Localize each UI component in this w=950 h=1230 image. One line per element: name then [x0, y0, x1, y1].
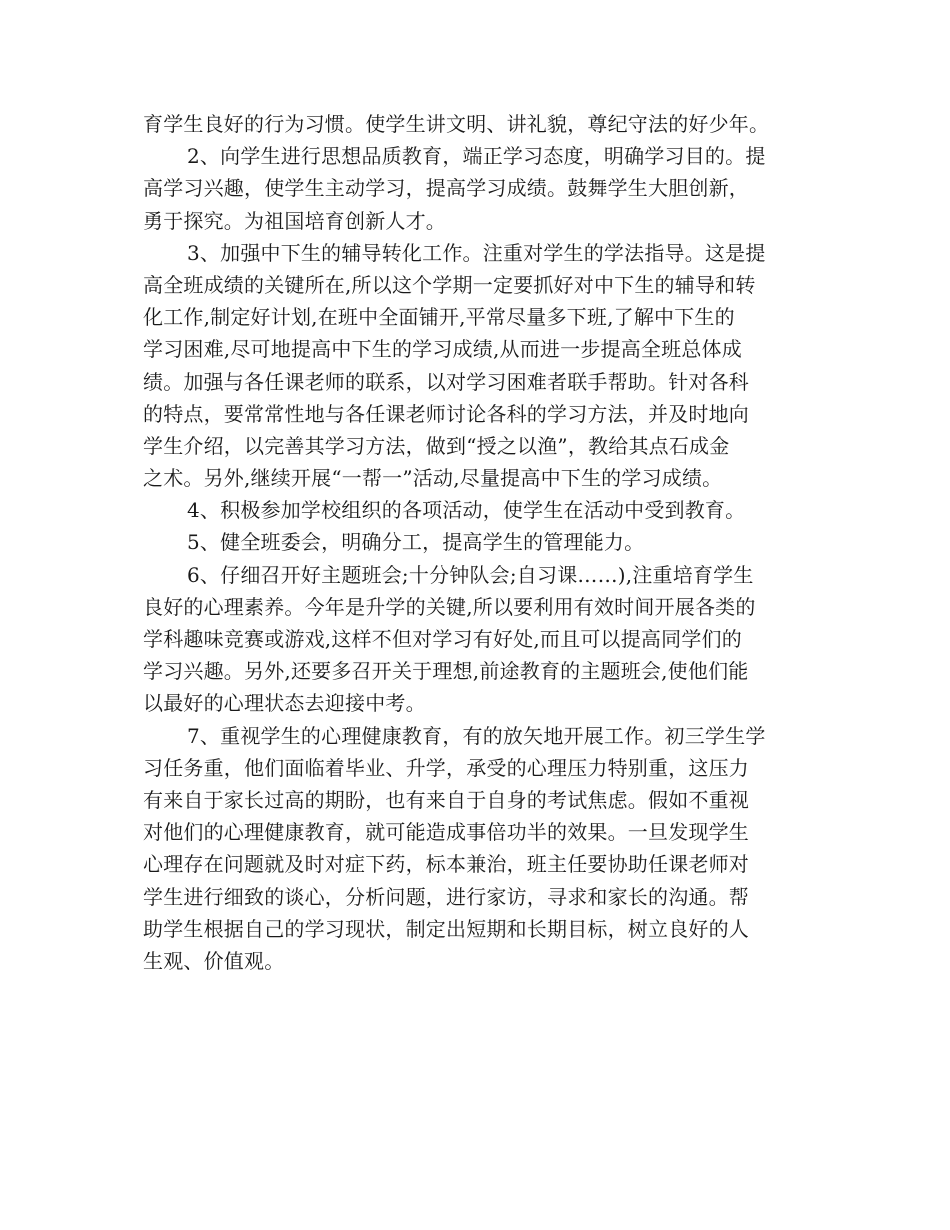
text-line: 以最好的心理状态去迎接中考。 [143, 691, 426, 716]
text-line: 心理存在问题就及时对症下药，标本兼治，班主任要协助任课老师对 [143, 852, 749, 877]
text-line: 习任务重，他们面临着毕业、升学，承受的心理压力特别重，这压力 [143, 755, 749, 780]
text-line: 学生介绍，以完善其学习方法，做到“授之以渔”，教给其点石成金 [143, 433, 730, 458]
text-line: 高全班成绩的关键所在,所以这个学期一定要抓好对中下生的辅导和转 [143, 272, 756, 297]
text-line: 良好的心理素养。今年是升学的关键,所以要利用有效时间开展各类的 [143, 594, 756, 619]
text-line: 学生进行细致的谈心，分析问题，进行家访，寻求和家长的沟通。帮 [143, 884, 749, 909]
text-line: 勇于探究。为祖国培育创新人才。 [143, 208, 446, 233]
text-line: 的特点，要常常性地与各任课老师讨论各科的学习方法，并及时地向 [143, 401, 749, 426]
text-line: 高学习兴趣，使学生主动学习，提高学习成绩。鼓舞学生大胆创新， [143, 176, 749, 201]
text-line: 绩。加强与各任课老师的联系，以对学习困难者联手帮助。针对各科 [143, 369, 749, 394]
text-line: 学科趣味竞赛或游戏,这样不但对学习有好处,而且可以提高同学们的 [143, 627, 742, 651]
text-line: 2、向学生进行思想品质教育，端正学习态度，明确学习目的。提 [187, 144, 766, 169]
text-line: 学习兴趣。另外,还要多召开关于理想,前途教育的主题班会,使他们能 [143, 659, 749, 684]
text-line: 生观、价值观。 [143, 948, 285, 973]
text-line: 4、积极参加学校组织的各项活动，使学生在活动中受到教育。 [187, 498, 746, 523]
text-line: 6、仔细召开好主题班会;十分钟队会;自习课……),注重培育学生 [187, 562, 754, 587]
text-line: 对他们的心理健康教育，就可能造成事倍功半的效果。一旦发现学生 [143, 820, 749, 845]
text-line: 3、加强中下生的辅导转化工作。注重对学生的学法指导。这是提 [187, 240, 766, 265]
text-line: 育学生良好的行为习惯。使学生讲文明、讲礼貌，尊纪守法的好少年。 [143, 112, 770, 136]
text-line: 之术。另外,继续开展“一帮一”活动,尽量提高中下生的学习成绩。 [143, 466, 723, 491]
text-line: 助学生根据自己的学习现状，制定出短期和长期目标，树立良好的人 [143, 916, 749, 941]
text-line: 化工作,制定好计划,在班中全面铺开,平常尽量多下班,了解中下生的 [143, 305, 735, 330]
text-line: 7、重视学生的心理健康教育，有的放矢地开展工作。初三学生学 [187, 723, 766, 748]
text-line: 5、健全班委会，明确分工，提高学生的管理能力。 [187, 530, 645, 555]
document-body [143, 108, 813, 977]
text-line: 有来自于家长过高的期盼，也有来自于自身的考试焦虑。假如不重视 [143, 787, 749, 812]
text-line: 学习困难,尽可地提高中下生的学习成绩,从而进一步提高全班总体成 [143, 337, 742, 362]
